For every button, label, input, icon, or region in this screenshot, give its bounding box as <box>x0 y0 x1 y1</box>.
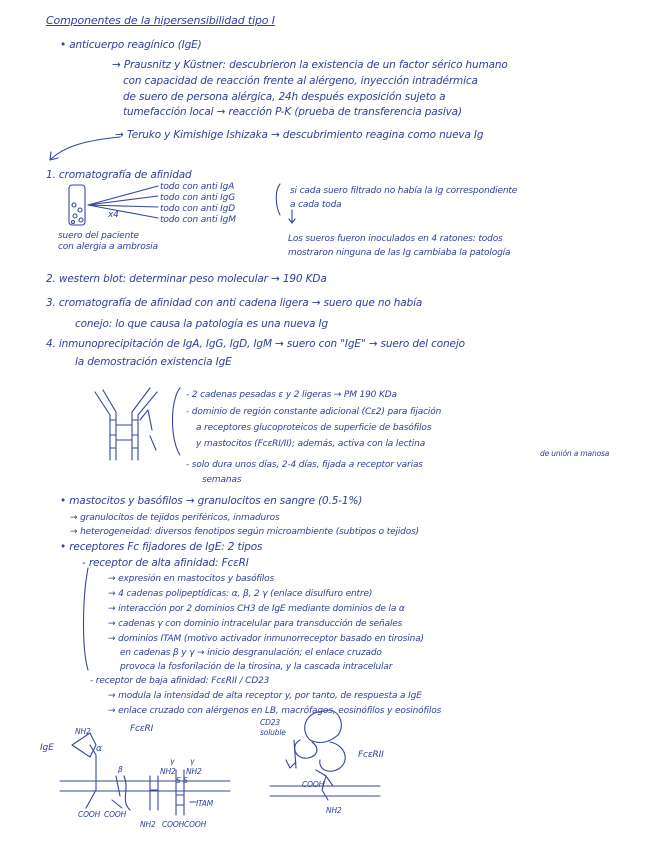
note-line: a receptores glucoproteicos de superficie de basófilos <box>196 423 432 433</box>
note-line: → Prausnitz y Küstner: descubrieron la existencia de un factor sérico humano <box>112 59 508 71</box>
note-line: - dominio de región constante adicional (Cε2) para fijación <box>186 407 442 417</box>
section-1-heading: 1. cromatografía de afinidad <box>46 169 192 181</box>
note-line: → enlace cruzado con alérgenos en LB, macrófagos, eosinófilos y eosinófilos <box>108 706 442 716</box>
note-line: a cada toda <box>290 200 342 210</box>
note-line: → 4 cadenas polipeptídicas: α, β, 2 γ (enlace disulfuro entre) <box>108 589 373 599</box>
note-line: - receptor de alta afinidad: FcεRI <box>82 557 249 569</box>
branch-label: todo con anti IgD <box>160 204 235 214</box>
diagram-label: COOH <box>302 780 325 789</box>
note-line: en cadenas β y γ → inicio desgranulación; el enlace cruzado <box>120 648 382 658</box>
branch-label: todo con anti IgA <box>160 182 235 192</box>
note-line: • receptores Fc fijadores de IgE: 2 tipos <box>60 541 263 553</box>
note-line: si cada suero filtrado no había la Ig correspondiente <box>290 186 518 196</box>
note-line: → dominios ITAM (motivo activador inmunorreceptor basado en tirosina) <box>108 634 424 644</box>
multiplier-label: x4 <box>108 210 119 220</box>
diagram-label: FcεRII <box>358 750 384 760</box>
note-line: y mastocitos (FcεRI/II); además, activa con la lectina <box>196 439 426 449</box>
column-caption: con alergia a ambrosia <box>58 242 158 252</box>
note-line: → granulocitos de tejidos periféricos, inmaduros <box>70 513 280 523</box>
diagram-label: COOH <box>162 820 185 829</box>
note-line: conejo: lo que causa la patología es una nueva Ig <box>75 318 328 330</box>
diagram-label: β <box>118 765 123 774</box>
section-4-line: 4. inmunoprecipitación de IgA, IgG, IgD, IgM → suero con "IgE" → suero del conejo <box>46 338 465 350</box>
note-line: mostraron ninguna de las Ig cambiaba la patología <box>288 248 511 258</box>
section-3-line: 3. cromatografía de afinidad con anti cadena ligera → suero que no había <box>46 297 423 309</box>
diagram-label: γ <box>170 757 175 766</box>
note-line: → heterogeneidad: diversos fenotipos según microambiente (subtipos o tejidos) <box>70 527 419 537</box>
note-line: de unión a manosa <box>540 449 610 458</box>
note-line: provoca la fosforilación de la tirosina, y la cascada intracelular <box>120 662 393 672</box>
section-2-line: 2. western blot: determinar peso molecular → 190 KDa <box>46 273 327 285</box>
diagram-label: COOH <box>184 820 207 829</box>
note-line: → Teruko y Kimishige Ishizaka → descubrimiento reagina como nueva Ig <box>115 129 484 141</box>
note-line: la demostración existencia IgE <box>75 356 232 368</box>
note-line: - 2 cadenas pesadas ε y 2 ligeras → PM 190 KDa <box>186 390 397 400</box>
column-caption: suero del paciente <box>58 231 139 241</box>
note-line: tumefacción local → reacción P-K (prueba de transferencia pasiva) <box>123 106 462 118</box>
diagram-label: FcεRI <box>130 724 154 734</box>
diagram-label: COOH <box>78 810 101 819</box>
diagram-label: α <box>96 744 102 754</box>
note-line: → interacción por 2 dominios CH3 de IgE mediante dominios de la α <box>108 604 405 614</box>
note-line: • anticuerpo reagínico (IgE) <box>60 39 202 51</box>
diagram-label: NH2 <box>140 820 156 829</box>
note-line: → expresión en mastocitos y basófilos <box>108 574 275 584</box>
diagram-label: COOH <box>104 810 127 819</box>
note-line: de suero de persona alérgica, 24h después exposición sujeto a <box>123 91 446 103</box>
note-line: → modula la intensidad de alta receptor y, por tanto, de respuesta a IgE <box>108 691 422 701</box>
note-line: semanas <box>202 475 242 485</box>
branch-label: todo con anti IgM <box>160 215 236 225</box>
note-line: • mastocitos y basófilos → granulocitos en sangre (0.5-1%) <box>60 495 363 507</box>
note-line: con capacidad de reacción frente al alérgeno, inyección intradérmica <box>123 75 478 87</box>
note-line: - receptor de baja afinidad: FcεRII / CD23 <box>90 676 270 686</box>
diagram-label: CD23 soluble <box>260 718 286 737</box>
diagram-label: NH2 <box>160 767 176 776</box>
diagram-label: NH2 <box>75 727 91 736</box>
diagram-label: ITAM <box>196 799 214 808</box>
note-line: - solo dura unos días, 2-4 días, fijada a receptor varias <box>186 460 423 470</box>
note-line: Los sueros fueron inoculados en 4 ratones: todos <box>288 234 503 244</box>
diagram-label: γ <box>190 757 195 766</box>
note-line: → cadenas γ con dominio intracelular para transducción de señales <box>108 619 403 629</box>
branch-label: todo con anti IgG <box>160 193 236 203</box>
diagram-label: IgE <box>40 743 54 753</box>
diagram-label: NH2 <box>326 806 342 815</box>
page-title: Componentes de la hipersensibilidad tipo I <box>46 14 275 27</box>
diagram-label: NH2 <box>186 767 202 776</box>
diagram-label: S-S <box>176 776 188 785</box>
